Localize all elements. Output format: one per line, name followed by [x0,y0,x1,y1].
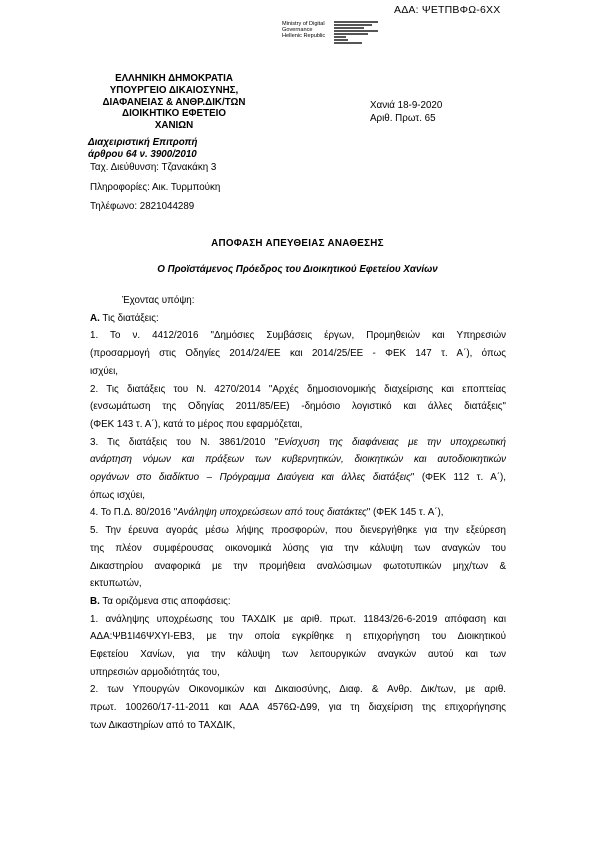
text-run: 4. Το Π.Δ. 80/2016 " [90,507,178,519]
paragraph-line [90,469,506,487]
paragraph-line: όπως ισχύει, [90,489,146,501]
paragraph-line: Εφετείου Χανίων, για την κάλυψη των λειτουργικών αναγκών αυτού και των [90,649,506,661]
ministry-line: Ministry of Digital [282,21,325,27]
date-block [370,100,442,125]
paragraph-line: 1. Το ν. 4412/2016 "Δημόσιες Συμβάσεις έργων, Προμηθειών και Υπηρεσιών [90,330,506,342]
section-b-label: Β. [90,595,100,607]
paragraph-line: υπηρεσιών αρμοδιότητάς του, [90,666,220,678]
ministry-line: Governance [282,27,313,34]
paragraph-line: Δικαστηρίου αναφορικά με την προμήθεια αναλώσιμων φωτοτυπικών μηχ/των & [90,560,506,572]
paragraph-line [90,504,506,522]
paragraph-line: της πλέον συμφέρουσας οικονομικά λύσης για την κάλυψη των αναγκών του [90,542,506,554]
italic-run: οργάνων στο διαδίκτυο – Πρόγραμμα Διαύγεια και άλλες διατάξεις [90,472,411,484]
paragraph-line: (ΦΕΚ 143 τ. Α΄), κατά το μέρος που εφαρμόζεται, [90,418,303,430]
paragraph-line: ισχύει, [90,365,118,377]
paragraph-line [90,434,506,452]
section-a-title: Τις διατάξεις: [102,312,159,324]
section-a-heading [90,310,506,328]
authority-line: ΔΙΟΙΚΗΤΙΚΟ ΕΦΕΤΕΙΟ [122,108,226,120]
paragraph-line: 1. ανάληψης υποχρέωσης του ΤΑΧΔΙΚ με αριθ. πρωτ. 11843/26-6-2019 απόφαση και [90,613,506,625]
authority-line: ΔΙΑΦΑΝΕΙΑΣ & ΑΝΘΡ.ΔΙΚ/ΤΩΝ [102,96,246,108]
section-a-label: Α. [90,312,100,324]
authority-line: ΧΑΝΙΩΝ [154,120,194,132]
section-b-heading [90,593,506,611]
authority-line: ΥΠΟΥΡΓΕΙΟ ΔΙΚΑΙΟΣΥΝΗΣ, [109,84,239,96]
italic-run: Ενίσχυση της διαφάνειας με την υποχρεωτική [278,436,506,448]
ada-code: ΑΔΑ: ΨΕΤΠΒΦΩ-6ΧΧ [394,4,501,16]
paragraph-line: ΑΔΑ:ΨΒ1Ι46ΨΧΥΙ-ΕΒ3, με την οποία εγκρίθηκε η επιχορήγηση του Διοικητικού [90,631,506,643]
paragraph-line: των Δικαστηρίων από το ΤΑΧΔΙΚ, [90,719,236,731]
paragraph-line: ανάρτηση νόμων και πράξεων των κυβερνητικών, διοικητικών και αυτοδιοικητικών [90,454,506,466]
paragraph-line: (ενσωμάτωση της Οδηγίας 2011/85/ΕΕ) -δημόσιο λογιστικό και άλλες διατάξεις" [90,401,506,413]
paragraph-line: 5. Την έρευνα αγοράς μέσω λήψης προσφορών, που διενεργήθηκε για την εξεύρεση [90,525,506,537]
italic-run: Ανάληψη υποχρεώσεων από τους διατάκτες [177,507,367,519]
paragraph-line: εκτυπωτών, [90,578,142,590]
contact-person: Πληροφορίες: Αικ. Τυρμπούκη [90,182,221,193]
paragraph-line: πρωτ. 100260/17-11-2011 και ΑΔΑ 4576Ω-Δ99, για τη διαχείριση της επιχορήγησης [90,702,506,714]
phone-number: Τηλέφωνο: 2821044289 [90,201,195,212]
place-date: Χανιά 18-9-2020 [370,100,443,111]
section-b-title: Τα οριζόμενα στις αποφάσεις: [102,595,231,607]
authority-line: ΕΛΛΗΝΙΚΗ ΔΗΜΟΚΡΑΤΙΑ [115,73,233,84]
issuing-authority [84,73,264,132]
postal-address: Ταχ. Διεύθυνση: Τζανακάκη 3 [90,162,217,173]
paragraph-line: (προσαρμογή στις Οδηγίες 2014/24/ΕΕ και 2014/25/ΕΕ - ΦΕΚ 147 τ. Α΄), όπως [90,348,506,360]
text-run: " (ΦΕΚ 145 τ. Α΄), [366,507,444,519]
committee-line: Διαχειριστική Επιτροπή [88,137,198,148]
ministry-greek-name-smallprint [334,20,384,45]
having-in-view: Έχοντας υπόψη: [122,295,195,306]
paragraph-line: 2. των Υπουργών Οικονομικών και Δικαιοσύνης, Διαφ. & Ανθρ. Δικ/των, με αριθ. [90,684,506,696]
ministry-english-name [282,21,325,40]
document-subtitle: Ο Προϊστάμενος Πρόεδρος του Διοικητικού Εφετείου Χανίων [157,264,438,275]
protocol-number: Αριθ. Πρωτ. 65 [370,112,436,124]
text-run: 3. Τις διατάξεις του Ν. 3861/2010 " [90,436,279,448]
text-run: " (ΦΕΚ 112 τ. Α΄), [410,472,506,484]
document-body [90,292,506,735]
committee-line: άρθρου 64 ν. 3900/2010 [88,149,197,160]
committee-heading [88,137,198,161]
paragraph-line: 2. Τις διατάξεις του Ν. 4270/2014 "Αρχές δημοσιονομικής διαχείρισης και εποπτείας [90,383,506,395]
document-title: ΑΠΟΦΑΣΗ ΑΠΕΥΘΕΙΑΣ ΑΝΑΘΕΣΗΣ [211,238,384,249]
ministry-line: Hellenic Republic [282,33,326,40]
